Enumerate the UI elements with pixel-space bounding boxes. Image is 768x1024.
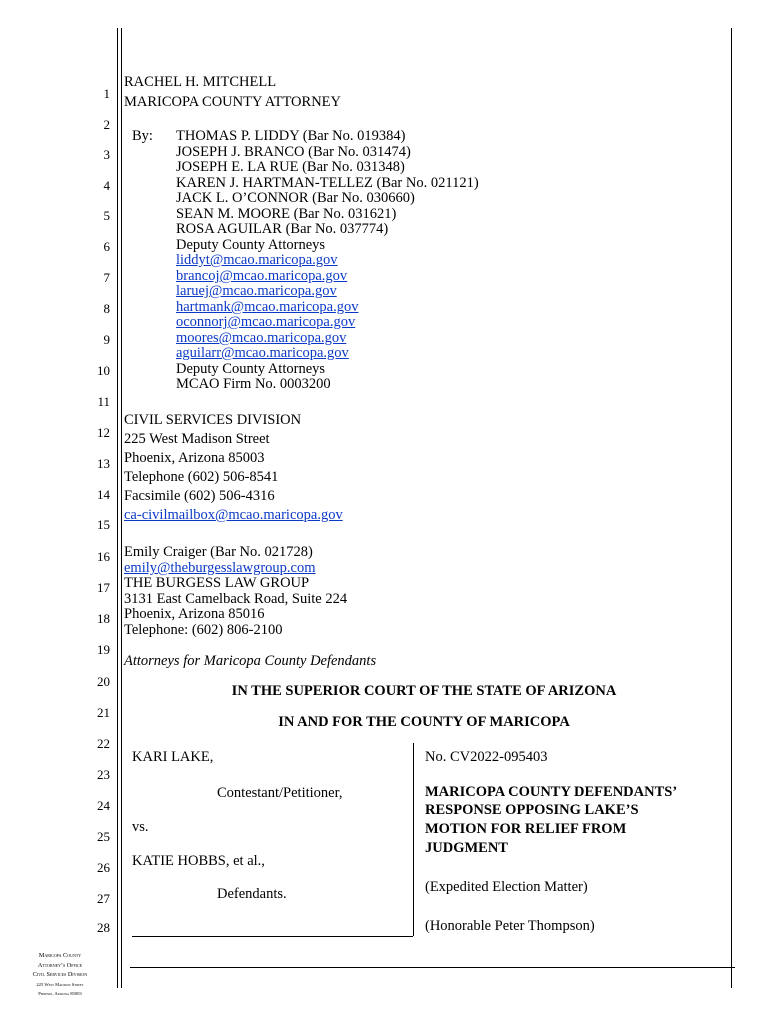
attorney-title: MARICOPA COUNTY ATTORNEY bbox=[124, 94, 341, 110]
email-link-moore[interactable]: moores@mcao.maricopa.gov bbox=[176, 330, 347, 346]
matter-type: (Expedited Election Matter) bbox=[425, 879, 588, 895]
line-number: 10 bbox=[97, 363, 110, 378]
line-number: 13 bbox=[97, 456, 110, 471]
court-heading-line2: IN AND FOR THE COUNTY OF MARICOPA bbox=[278, 714, 570, 730]
division-facsimile: Facsimile (602) 506-4316 bbox=[124, 488, 275, 504]
cocounsel-email-link[interactable]: emily@theburgesslawgroup.com bbox=[124, 560, 316, 576]
footer-rule bbox=[130, 967, 735, 968]
document-title-line: MARICOPA COUNTY DEFENDANTS’ bbox=[425, 784, 678, 800]
defendant-name: KATIE HOBBS, et al., bbox=[132, 853, 265, 869]
division-name: CIVIL SERVICES DIVISION bbox=[124, 412, 302, 428]
line-number: 28 bbox=[97, 920, 110, 935]
line-number: 22 bbox=[97, 736, 110, 751]
document-title-line: JUDGMENT bbox=[425, 840, 508, 856]
attorney-entry: SEAN M. MOORE (Bar No. 031621) bbox=[176, 206, 397, 222]
line-number: 19 bbox=[97, 642, 110, 657]
cocounsel-street: 3131 East Camelback Road, Suite 224 bbox=[124, 591, 348, 607]
footer-line: Attorney’s Office bbox=[37, 961, 83, 969]
cocounsel-name: Emily Craiger (Bar No. 021728) bbox=[124, 544, 313, 560]
line-number: 4 bbox=[103, 178, 110, 193]
deputy-label: Deputy County Attorneys bbox=[176, 361, 326, 377]
line-number: 12 bbox=[97, 425, 110, 440]
line-number: 17 bbox=[97, 580, 110, 595]
line-number: 18 bbox=[97, 611, 110, 626]
email-link-hartman[interactable]: hartmank@mcao.maricopa.gov bbox=[176, 299, 359, 315]
judge-name: (Honorable Peter Thompson) bbox=[425, 918, 595, 934]
attorney-entry: ROSA AGUILAR (Bar No. 037774) bbox=[176, 221, 389, 237]
email-link-larue[interactable]: laruej@mcao.maricopa.gov bbox=[176, 283, 337, 299]
attorney-entry: JACK L. O’CONNOR (Bar No. 030660) bbox=[176, 190, 415, 206]
line-number: 9 bbox=[103, 332, 110, 347]
division-city: Phoenix, Arizona 85003 bbox=[124, 450, 265, 466]
attorney-entry: THOMAS P. LIDDY (Bar No. 019384) bbox=[176, 128, 406, 144]
plaintiff-name: KARI LAKE, bbox=[132, 749, 214, 765]
division-email-link[interactable]: ca-civilmailbox@mcao.maricopa.gov bbox=[124, 507, 343, 523]
line-number: 24 bbox=[97, 798, 110, 813]
line-number: 20 bbox=[97, 674, 110, 689]
attorney-entry: Deputy County Attorneys bbox=[176, 237, 326, 253]
attorney-entry: JOSEPH J. BRANCO (Bar No. 031474) bbox=[176, 144, 411, 160]
line-number: 27 bbox=[97, 891, 110, 906]
versus: vs. bbox=[132, 819, 149, 835]
document-title-line: RESPONSE OPPOSING LAKE’S bbox=[425, 802, 639, 818]
footer-line: 225 West Madison Street bbox=[36, 981, 84, 987]
plaintiff-role: Contestant/Petitioner, bbox=[217, 785, 343, 801]
document-title-line: MOTION FOR RELIEF FROM bbox=[425, 821, 627, 837]
email-link-branco[interactable]: brancoj@mcao.maricopa.gov bbox=[176, 268, 348, 284]
cocounsel-city: Phoenix, Arizona 85016 bbox=[124, 606, 265, 622]
by-label: By: bbox=[132, 128, 153, 144]
line-number: 14 bbox=[97, 487, 110, 502]
line-number: 25 bbox=[97, 829, 110, 844]
office-footer bbox=[6, 951, 114, 998]
line-number: 7 bbox=[103, 270, 110, 285]
footer-line: Maricopa County bbox=[38, 952, 82, 959]
cocounsel-firm: THE BURGESS LAW GROUP bbox=[124, 575, 310, 591]
line-number: 16 bbox=[97, 549, 110, 564]
line-number: 3 bbox=[103, 147, 110, 162]
court-heading-line1: IN THE SUPERIOR COURT OF THE STATE OF ARIZONA bbox=[231, 683, 617, 699]
email-link-aguilar[interactable]: aguilarr@mcao.maricopa.gov bbox=[176, 345, 349, 361]
caption-divider bbox=[413, 743, 414, 936]
case-number: No. CV2022-095403 bbox=[425, 749, 548, 765]
line-number: 26 bbox=[97, 860, 110, 875]
line-number: 5 bbox=[103, 208, 110, 223]
footer-line: Civil Services Division bbox=[32, 971, 88, 979]
line-number: 1 bbox=[103, 86, 110, 101]
line-number: 23 bbox=[97, 767, 110, 782]
attorney-name: RACHEL H. MITCHELL bbox=[124, 74, 277, 90]
attorney-entry: JOSEPH E. LA RUE (Bar No. 031348) bbox=[176, 159, 405, 175]
footer-line: Phoenix, Arizona 85003 bbox=[38, 990, 82, 996]
caption-underline bbox=[132, 936, 413, 937]
line-number: 15 bbox=[97, 517, 110, 532]
defendant-role: Defendants. bbox=[217, 886, 287, 902]
attorneys-for: Attorneys for Maricopa County Defendants bbox=[124, 653, 377, 669]
email-link-oconnor[interactable]: oconnorj@mcao.maricopa.gov bbox=[176, 314, 356, 330]
right-margin-rule bbox=[731, 28, 732, 988]
left-margin-rule-double bbox=[121, 28, 122, 988]
left-margin-rule bbox=[117, 28, 118, 988]
line-number: 8 bbox=[103, 301, 110, 316]
line-number: 6 bbox=[103, 239, 110, 254]
division-telephone: Telephone (602) 506-8541 bbox=[124, 469, 279, 485]
email-link-liddy[interactable]: liddyt@mcao.maricopa.gov bbox=[176, 252, 338, 268]
line-number: 11 bbox=[97, 394, 110, 409]
attorney-entry: KAREN J. HARTMAN-TELLEZ (Bar No. 021121) bbox=[176, 175, 479, 191]
division-street: 225 West Madison Street bbox=[124, 431, 270, 447]
firm-number: MCAO Firm No. 0003200 bbox=[176, 376, 331, 392]
cocounsel-telephone: Telephone: (602) 806-2100 bbox=[124, 622, 283, 638]
line-number: 21 bbox=[97, 705, 110, 720]
line-number: 2 bbox=[103, 117, 110, 132]
